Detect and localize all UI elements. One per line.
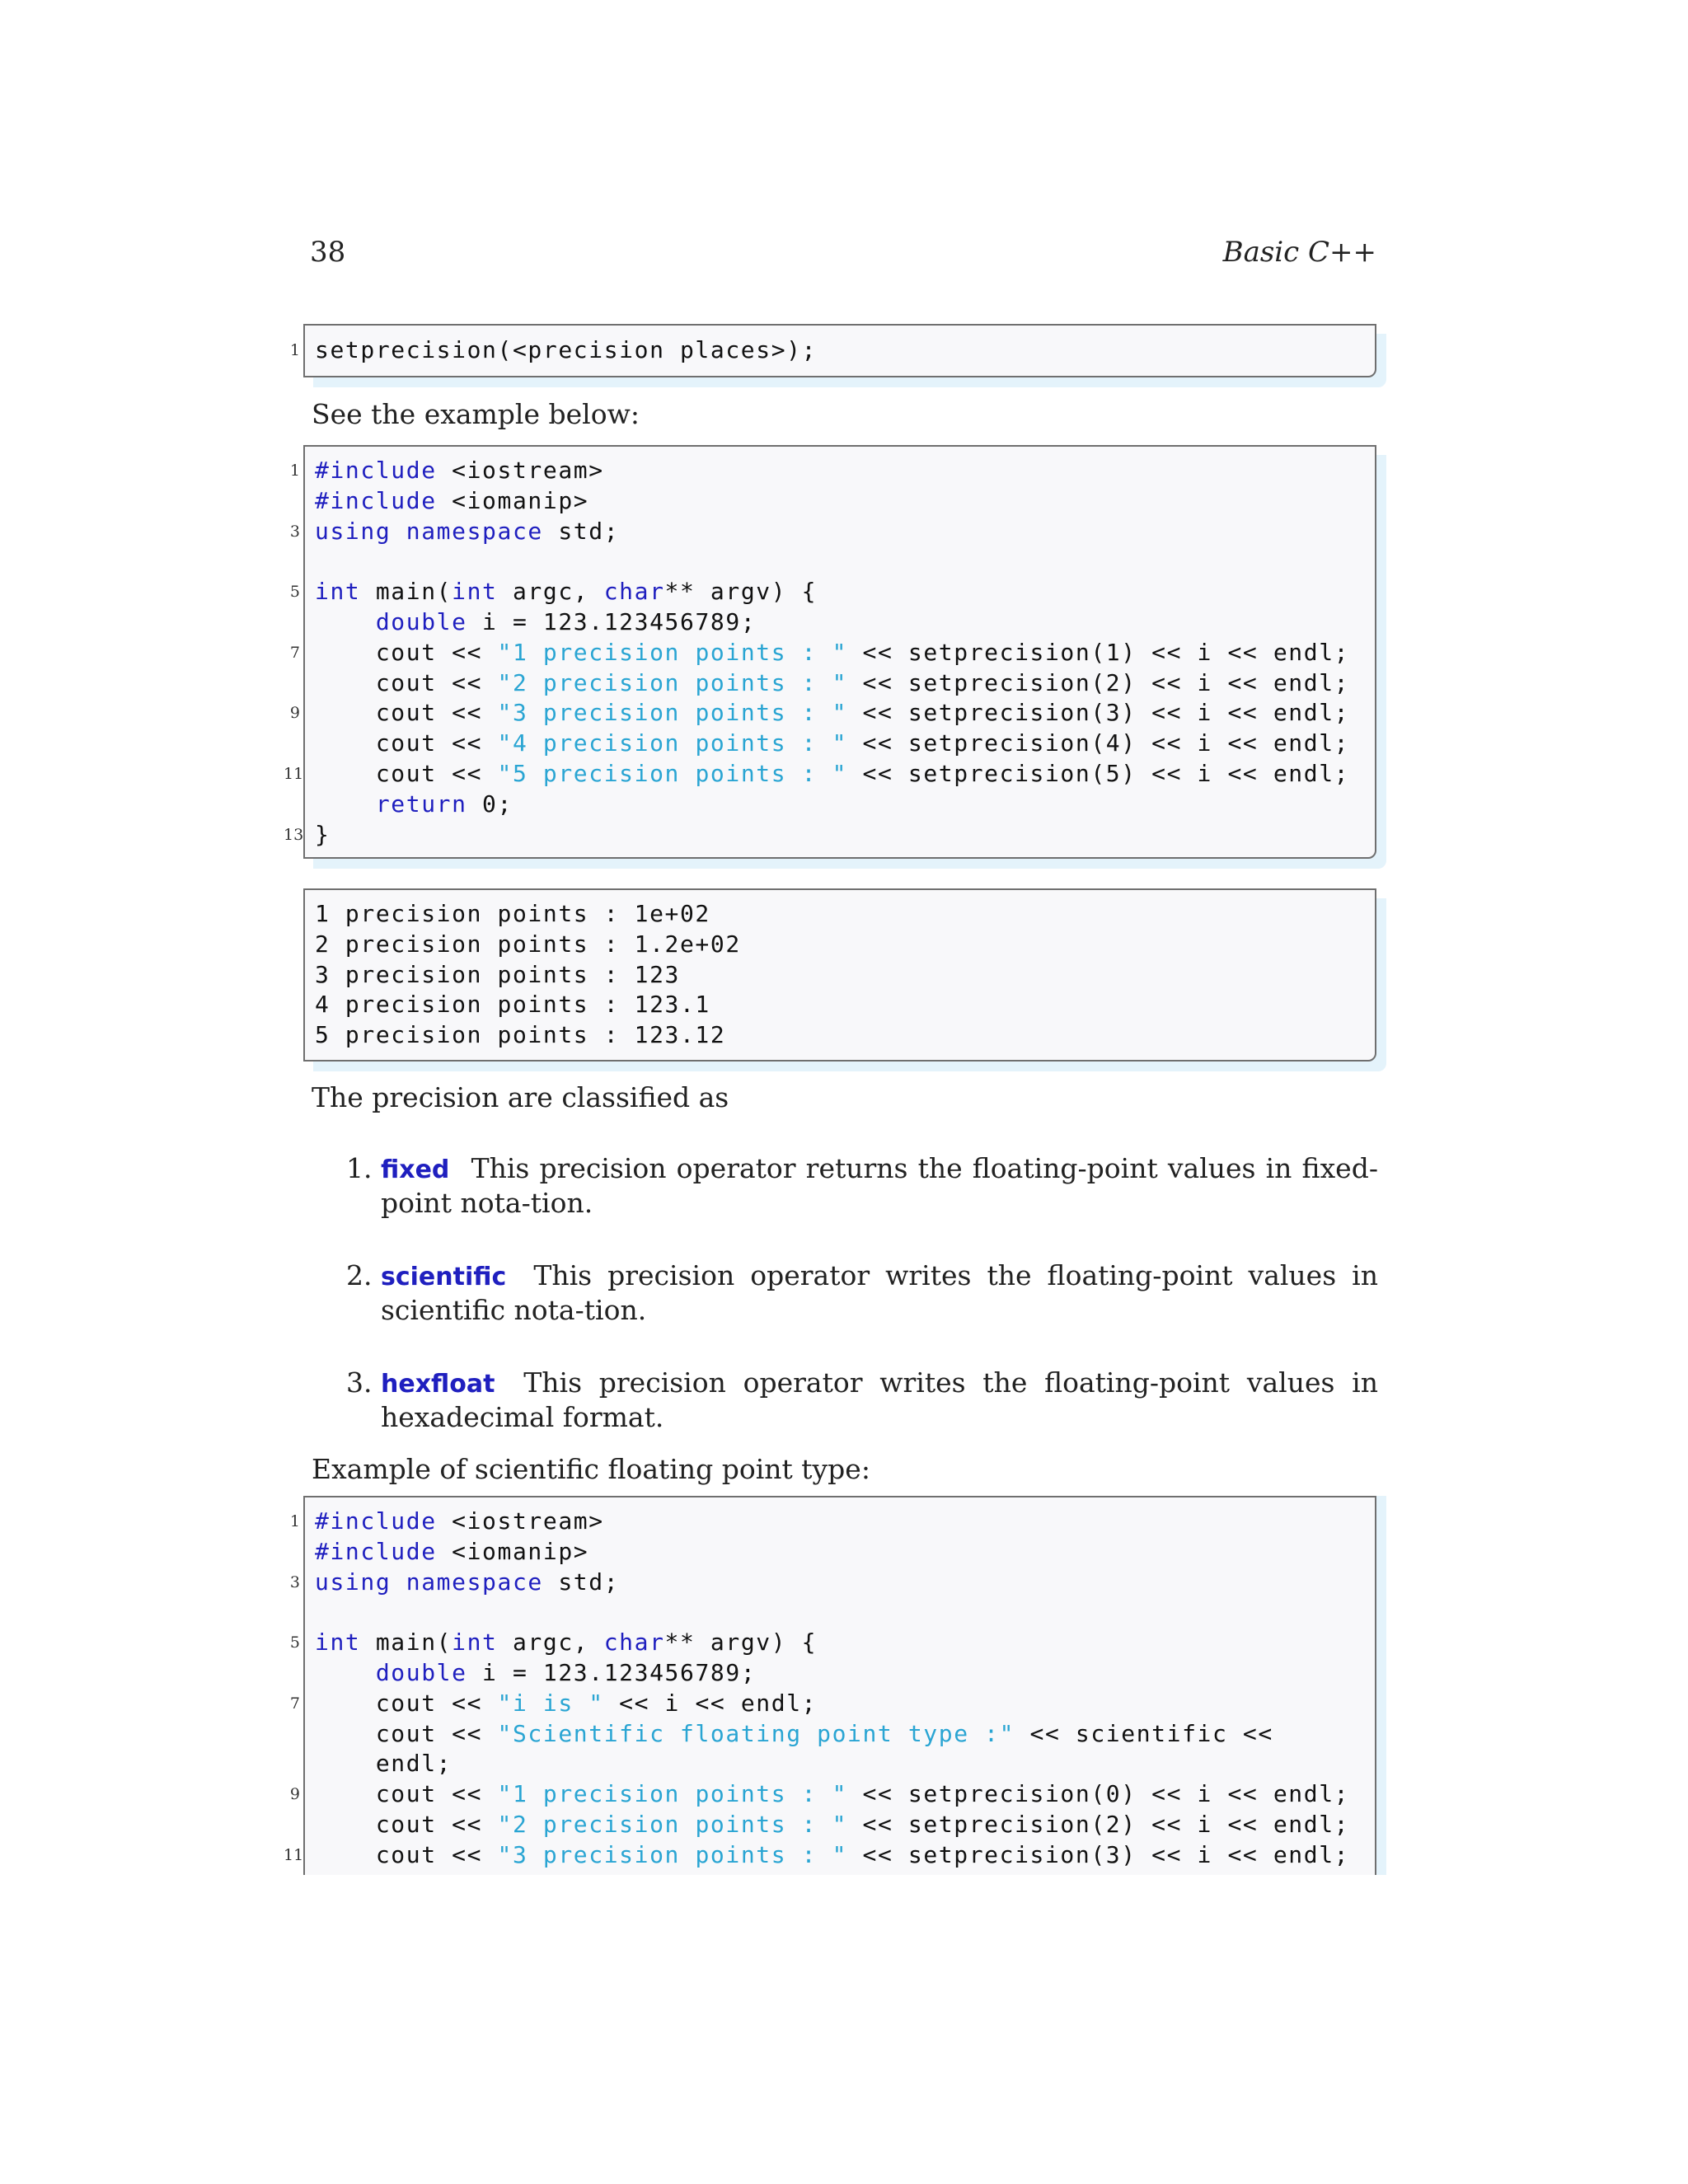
page-number: 38 bbox=[310, 236, 346, 269]
code-text bbox=[315, 1659, 376, 1686]
code-text: 3 precision points : 123 bbox=[315, 960, 680, 988]
code-text bbox=[391, 518, 406, 545]
code-text: cout << bbox=[315, 1840, 498, 1868]
code-line bbox=[284, 1840, 1375, 1871]
code-keyword: return bbox=[375, 790, 467, 818]
term-description: This precision operator returns the floating-point values in fixed-point nota-tion. bbox=[381, 1152, 1378, 1219]
code-text: <iomanip> bbox=[436, 1537, 589, 1565]
classified-paragraph: The precision are classified as bbox=[312, 1081, 729, 1113]
syntax-code-block bbox=[289, 324, 1376, 377]
code-text: 2 precision points : 1.2e+02 bbox=[315, 930, 741, 958]
code-line bbox=[305, 486, 1375, 517]
example2-code-block bbox=[284, 1496, 1376, 1875]
code-line bbox=[305, 1749, 1375, 1779]
code-line bbox=[305, 546, 1375, 577]
code-keyword: int bbox=[315, 578, 361, 606]
line-number: 9 bbox=[289, 704, 300, 723]
list-number: 3. bbox=[346, 1366, 373, 1399]
code-text: cout << bbox=[315, 1719, 498, 1747]
line-number: 5 bbox=[289, 583, 300, 602]
code-text: setprecision(<precision places>); bbox=[315, 336, 818, 363]
code-text: i = 123.123456789; bbox=[467, 607, 757, 635]
code-line bbox=[305, 1719, 1375, 1750]
code-keyword: char bbox=[603, 578, 665, 606]
code-line bbox=[305, 607, 1375, 638]
code-string: "Scientific floating point type :" bbox=[497, 1719, 1015, 1747]
code-keyword: using bbox=[315, 517, 392, 545]
code-text: std; bbox=[542, 517, 620, 545]
code-keyword: using bbox=[315, 1568, 392, 1596]
code-text: 5 precision points : 123.12 bbox=[315, 1021, 726, 1049]
code-line bbox=[305, 790, 1375, 820]
code-line bbox=[305, 1810, 1375, 1840]
code-line bbox=[305, 899, 1375, 930]
code-text: << setprecision(2) << i << endl; bbox=[847, 668, 1350, 696]
code-keyword: #include bbox=[315, 486, 437, 514]
code-text: << setprecision(5) << i << endl; bbox=[847, 759, 1350, 787]
line-number: 1 bbox=[289, 341, 300, 359]
code-text: } bbox=[315, 820, 331, 848]
code-text: <iostream> bbox=[436, 1507, 604, 1535]
code-line bbox=[289, 698, 1375, 729]
line-number: 1 bbox=[289, 1512, 300, 1530]
code-keyword: int bbox=[315, 1629, 361, 1657]
code-text: ** argv) { bbox=[664, 1629, 818, 1657]
code-line bbox=[289, 1568, 1375, 1598]
code-text: <iostream> bbox=[436, 457, 604, 484]
code-string: "i is " bbox=[497, 1689, 604, 1717]
code-text: 1 precision points : 1e+02 bbox=[315, 900, 710, 927]
example2-intro-paragraph: Example of scientific floating point type: bbox=[312, 1453, 870, 1485]
example1-code-block bbox=[284, 445, 1376, 859]
line-number: 7 bbox=[289, 1694, 300, 1713]
code-string: "3 precision points : " bbox=[497, 699, 848, 727]
example1-output-block bbox=[303, 888, 1376, 1062]
code-line bbox=[305, 729, 1375, 759]
code-text: << setprecision(4) << i << endl; bbox=[847, 729, 1350, 757]
intro-paragraph: See the example below: bbox=[312, 398, 640, 430]
line-number: 3 bbox=[289, 522, 300, 541]
code-line bbox=[289, 1779, 1375, 1810]
code-text: cout << bbox=[315, 1689, 498, 1717]
code-text: 4 precision points : 123.1 bbox=[315, 991, 710, 1019]
code-line bbox=[305, 668, 1375, 699]
code-text: cout << bbox=[315, 1810, 498, 1838]
list-number: 1. bbox=[346, 1152, 373, 1184]
code-keyword: int bbox=[452, 1629, 498, 1657]
code-string: "2 precision points : " bbox=[497, 1810, 848, 1838]
code-text: main( bbox=[360, 578, 452, 606]
code-text: std; bbox=[542, 1568, 620, 1596]
code-text: << setprecision(3) << i << endl; bbox=[847, 699, 1350, 727]
code-keyword: char bbox=[603, 1629, 665, 1657]
code-line bbox=[289, 456, 1375, 486]
code-text: cout << bbox=[315, 1780, 498, 1808]
running-title: Basic C++ bbox=[1222, 236, 1376, 269]
code-string: "3 precision points : " bbox=[497, 1840, 848, 1868]
code-keyword: #include bbox=[315, 1507, 437, 1535]
list-item bbox=[312, 1366, 1378, 1434]
code-text: cout << bbox=[315, 668, 498, 696]
code-string: "1 precision points : " bbox=[497, 1780, 848, 1808]
code-keyword: namespace bbox=[406, 1568, 543, 1596]
term-description: This precision operator writes the floating-point values in scientific nota-tion. bbox=[381, 1259, 1378, 1326]
line-number: 1 bbox=[289, 462, 300, 480]
code-keyword: namespace bbox=[406, 517, 543, 545]
line-number: 11 bbox=[284, 764, 304, 783]
code-text bbox=[391, 1568, 406, 1596]
line-number: 11 bbox=[284, 1845, 304, 1864]
code-text: main( bbox=[360, 1629, 452, 1657]
code-text: cout << bbox=[315, 759, 498, 787]
code-line bbox=[305, 1537, 1375, 1568]
code-keyword: double bbox=[375, 1658, 467, 1686]
line-number: 5 bbox=[289, 1633, 300, 1652]
code-line bbox=[284, 759, 1375, 790]
list-item bbox=[312, 1259, 1378, 1327]
code-string: "2 precision points : " bbox=[497, 668, 848, 696]
code-text: << setprecision(2) << i << endl; bbox=[847, 1810, 1350, 1838]
code-line bbox=[289, 638, 1375, 668]
code-line bbox=[305, 1597, 1375, 1628]
code-text: argc, bbox=[497, 578, 604, 606]
code-line bbox=[305, 1020, 1375, 1051]
term-fixed: fixed bbox=[381, 1155, 450, 1184]
line-number: 9 bbox=[289, 1785, 300, 1804]
code-line bbox=[289, 1689, 1375, 1719]
code-line bbox=[284, 820, 1375, 851]
line-number: 7 bbox=[289, 643, 300, 662]
code-text: << i << endl; bbox=[603, 1689, 818, 1717]
code-text: <iomanip> bbox=[436, 486, 589, 514]
term-hexfloat: hexfloat bbox=[381, 1370, 495, 1399]
code-keyword: #include bbox=[315, 457, 437, 484]
code-line bbox=[289, 1507, 1375, 1537]
list-number: 2. bbox=[346, 1259, 373, 1291]
code-text: << setprecision(0) << i << endl; bbox=[847, 1780, 1350, 1808]
code-text: argc, bbox=[497, 1629, 604, 1657]
code-line bbox=[289, 335, 1375, 366]
code-string: "4 precision points : " bbox=[497, 729, 848, 757]
code-keyword: int bbox=[452, 578, 498, 606]
code-line bbox=[305, 930, 1375, 960]
code-text: << scientific << bbox=[1015, 1719, 1273, 1747]
code-line bbox=[289, 517, 1375, 547]
code-text: 0; bbox=[467, 790, 513, 818]
line-number: 3 bbox=[289, 1572, 300, 1591]
list-item bbox=[312, 1152, 1378, 1220]
code-line bbox=[289, 1628, 1375, 1658]
code-text: i = 123.123456789; bbox=[467, 1658, 757, 1686]
code-text: ** argv) { bbox=[664, 578, 818, 606]
code-line bbox=[305, 1658, 1375, 1689]
line-number: 13 bbox=[284, 825, 304, 844]
code-text: << setprecision(3) << i << endl; bbox=[847, 1840, 1350, 1868]
code-line bbox=[305, 960, 1375, 991]
code-text: << setprecision(1) << i << endl; bbox=[847, 638, 1350, 666]
code-text: cout << bbox=[315, 729, 498, 757]
code-keyword: double bbox=[375, 607, 467, 635]
code-text: cout << bbox=[315, 699, 498, 727]
code-line bbox=[289, 577, 1375, 607]
code-line bbox=[305, 990, 1375, 1020]
term-description: This precision operator writes the floating-point values in hexadecimal format. bbox=[381, 1366, 1378, 1433]
code-text bbox=[315, 608, 376, 635]
code-keyword: #include bbox=[315, 1537, 437, 1565]
precision-types-list bbox=[312, 1152, 1378, 1434]
code-string: "5 precision points : " bbox=[497, 759, 848, 787]
code-string: "1 precision points : " bbox=[497, 638, 848, 666]
code-text: cout << bbox=[315, 638, 498, 666]
code-text bbox=[315, 790, 376, 818]
term-scientific: scientific bbox=[381, 1263, 507, 1291]
code-text: endl; bbox=[315, 1750, 452, 1778]
